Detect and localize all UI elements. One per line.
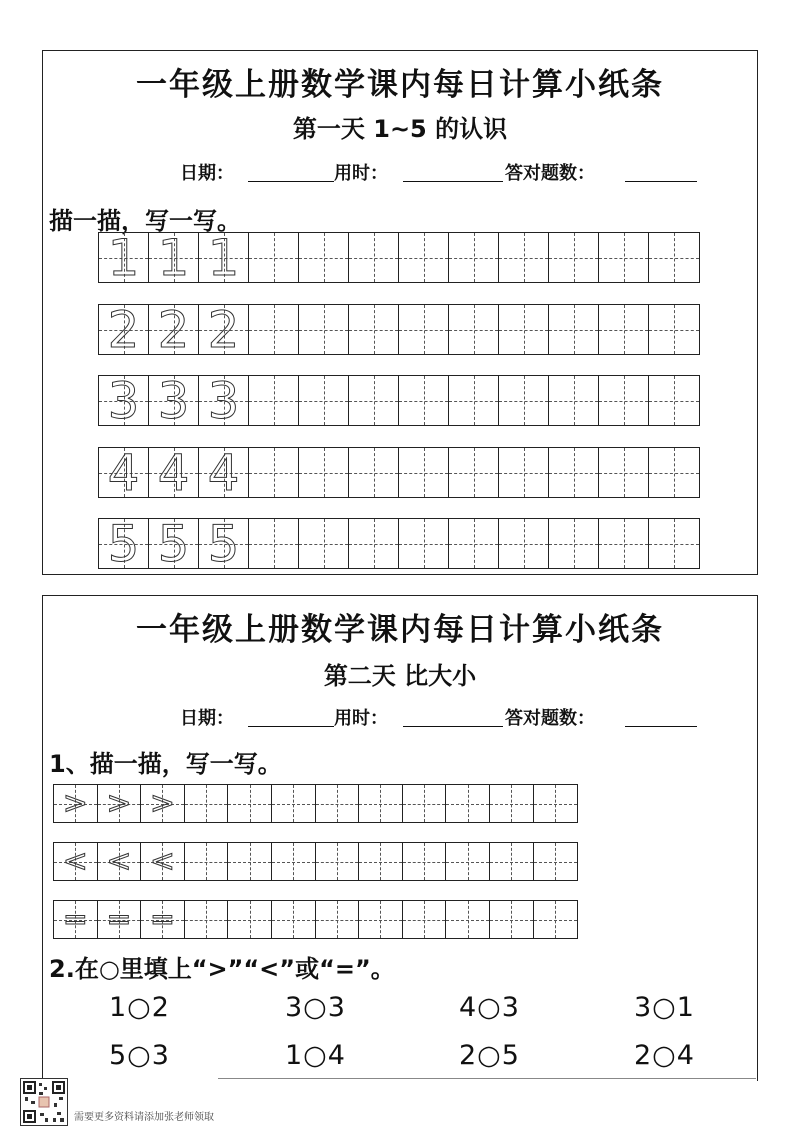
guide-line-horizontal: [299, 544, 348, 545]
score-label: 答对题数：: [505, 708, 595, 729]
trace-cell[interactable]: [99, 305, 149, 354]
trace-grid-row: [98, 375, 700, 426]
guide-line-horizontal: [399, 401, 448, 402]
time-label: 用时：: [334, 708, 388, 729]
guide-line-horizontal: [399, 544, 448, 545]
date-blank[interactable]: [248, 726, 334, 727]
practice-cell[interactable]: [549, 233, 599, 282]
practice-cell[interactable]: [316, 843, 360, 880]
practice-cell[interactable]: [185, 843, 229, 880]
practice-cell[interactable]: [649, 233, 699, 282]
guide-line-horizontal: [299, 258, 348, 259]
date-label: 日期：: [180, 708, 234, 729]
trace-cell[interactable]: [98, 901, 142, 938]
worksheet-day2: [42, 595, 758, 1081]
guide-line-horizontal: [349, 330, 398, 331]
practice-cell[interactable]: [446, 785, 490, 822]
guide-line-horizontal: [549, 401, 598, 402]
guide-line-horizontal: [299, 473, 348, 474]
practice-cell[interactable]: [349, 376, 399, 425]
practice-cell[interactable]: [449, 448, 499, 497]
practice-cell[interactable]: [349, 305, 399, 354]
guide-line-horizontal: [185, 920, 228, 921]
guide-line-horizontal: [549, 544, 598, 545]
practice-cell[interactable]: [449, 305, 499, 354]
practice-cell[interactable]: [446, 843, 490, 880]
practice-cell[interactable]: [403, 901, 447, 938]
practice-cell[interactable]: [499, 376, 549, 425]
practice-cell[interactable]: [272, 901, 316, 938]
score-blank[interactable]: [625, 181, 697, 182]
trace-glyph: <: [106, 843, 132, 879]
guide-line-horizontal: [299, 330, 348, 331]
guide-line-horizontal: [399, 258, 448, 259]
section1-heading: 1、描一描，写一写。: [49, 750, 282, 778]
trace-glyph: <: [149, 843, 176, 879]
guide-line-horizontal: [649, 330, 699, 331]
trace-cell[interactable]: [149, 233, 199, 282]
guide-line-horizontal: [249, 544, 298, 545]
practice-cell[interactable]: [549, 305, 599, 354]
info-row: [43, 159, 757, 189]
guide-line-horizontal: [228, 804, 271, 805]
practice-cell[interactable]: [249, 376, 299, 425]
trace-cell[interactable]: [199, 233, 249, 282]
guide-line-horizontal: [349, 401, 398, 402]
practice-cell[interactable]: [449, 233, 499, 282]
guide-line-horizontal: [449, 544, 498, 545]
practice-cell[interactable]: [299, 519, 349, 568]
practice-cell[interactable]: [490, 901, 534, 938]
practice-cell[interactable]: [399, 448, 449, 497]
guide-line-horizontal: [499, 473, 548, 474]
section-heading: 描一描，写一写。: [49, 207, 241, 235]
guide-line-horizontal: [272, 920, 315, 921]
guide-line-horizontal: [649, 258, 699, 259]
practice-cell[interactable]: [359, 901, 403, 938]
trace-glyph: 3: [157, 376, 190, 425]
guide-line-horizontal: [449, 258, 498, 259]
trace-glyph: 3: [107, 376, 140, 425]
guide-line-horizontal: [649, 473, 699, 474]
guide-line-horizontal: [249, 401, 298, 402]
trace-cell[interactable]: [199, 448, 249, 497]
guide-line-horizontal: [399, 330, 448, 331]
trace-cell[interactable]: [99, 376, 149, 425]
practice-cell[interactable]: [228, 785, 272, 822]
trace-glyph: >: [106, 785, 132, 821]
practice-cell[interactable]: [349, 448, 399, 497]
trace-glyph: 4: [157, 448, 190, 497]
guide-line-horizontal: [272, 804, 315, 805]
practice-cell[interactable]: [549, 448, 599, 497]
practice-cell[interactable]: [349, 519, 399, 568]
guide-line-horizontal: [599, 401, 648, 402]
trace-glyph: 1: [157, 233, 190, 282]
time-label: 用时：: [334, 163, 388, 184]
guide-line-horizontal: [449, 401, 498, 402]
trace-cell[interactable]: [199, 376, 249, 425]
time-blank[interactable]: [403, 181, 503, 182]
worksheet-subtitle: 第一天 1~5 的认识: [292, 115, 508, 143]
compare-problem[interactable]: 5○3: [109, 1040, 170, 1071]
guide-line-horizontal: [403, 920, 446, 921]
trace-cell[interactable]: [149, 519, 199, 568]
guide-line-horizontal: [228, 920, 271, 921]
practice-cell[interactable]: [228, 843, 272, 880]
practice-cell[interactable]: [446, 901, 490, 938]
guide-line-horizontal: [349, 544, 398, 545]
guide-line-horizontal: [446, 862, 489, 863]
trace-cell[interactable]: [149, 305, 199, 354]
trace-cell[interactable]: [199, 305, 249, 354]
guide-line-horizontal: [316, 920, 359, 921]
practice-cell[interactable]: [449, 519, 499, 568]
practice-cell[interactable]: [249, 519, 299, 568]
qr-code-icon: [20, 1078, 68, 1126]
guide-line-horizontal: [490, 804, 533, 805]
trace-cell[interactable]: [54, 843, 98, 880]
score-label: 答对题数：: [505, 163, 595, 184]
trace-glyph: 5: [107, 519, 140, 568]
trace-glyph: <: [62, 843, 88, 879]
compare-problem[interactable]: 3○1: [634, 992, 695, 1023]
practice-cell[interactable]: [534, 901, 578, 938]
practice-cell[interactable]: [490, 785, 534, 822]
guide-line-horizontal: [599, 544, 648, 545]
trace-glyph: =: [149, 901, 176, 937]
time-blank[interactable]: [403, 726, 503, 727]
worksheet-day1: [42, 50, 758, 575]
worksheet-title: 一年级上册数学课内每日计算小纸条: [136, 612, 664, 648]
trace-grid-row: [98, 232, 700, 283]
compare-problem[interactable]: 3○3: [285, 992, 346, 1023]
worksheet-title: 一年级上册数学课内每日计算小纸条: [136, 67, 664, 103]
date-label: 日期：: [180, 163, 234, 184]
score-blank[interactable]: [625, 726, 697, 727]
practice-cell[interactable]: [599, 519, 649, 568]
worksheet-subtitle: 第二天 比大小: [323, 662, 477, 690]
guide-line-horizontal: [316, 804, 359, 805]
guide-line-horizontal: [349, 473, 398, 474]
practice-cell[interactable]: [316, 785, 360, 822]
trace-grid-row: [98, 447, 700, 498]
guide-line-horizontal: [599, 330, 648, 331]
guide-line-horizontal: [446, 920, 489, 921]
compare-problem[interactable]: 1○2: [109, 992, 170, 1023]
practice-cell[interactable]: [249, 305, 299, 354]
trace-glyph: 2: [207, 305, 240, 354]
trace-glyph: =: [106, 901, 132, 937]
trace-cell[interactable]: [99, 448, 149, 497]
practice-cell[interactable]: [599, 376, 649, 425]
info-row: [43, 704, 757, 734]
guide-line-horizontal: [228, 862, 271, 863]
trace-cell[interactable]: [54, 901, 98, 938]
practice-cell[interactable]: [649, 448, 699, 497]
practice-cell[interactable]: [185, 785, 229, 822]
practice-cell[interactable]: [549, 519, 599, 568]
trace-glyph: 2: [107, 305, 140, 354]
guide-line-horizontal: [499, 258, 548, 259]
trace-glyph: 5: [207, 519, 240, 568]
section2-heading: 2.在○里填上“>”“<”或“=”。: [49, 955, 395, 983]
guide-line-horizontal: [490, 920, 533, 921]
trace-cell[interactable]: [149, 376, 199, 425]
guide-line-horizontal: [534, 862, 578, 863]
guide-line-horizontal: [534, 804, 578, 805]
trace-glyph: 1: [107, 233, 140, 282]
practice-cell[interactable]: [399, 519, 449, 568]
practice-cell[interactable]: [272, 785, 316, 822]
practice-cell[interactable]: [449, 376, 499, 425]
compare-problem[interactable]: 2○5: [459, 1040, 520, 1071]
practice-cell[interactable]: [649, 519, 699, 568]
practice-cell[interactable]: [499, 305, 549, 354]
trace-glyph: 2: [157, 305, 190, 354]
trace-cell[interactable]: [54, 785, 98, 822]
guide-line-horizontal: [359, 862, 402, 863]
practice-cell[interactable]: [403, 843, 447, 880]
practice-cell[interactable]: [403, 785, 447, 822]
trace-cell[interactable]: [98, 785, 142, 822]
practice-cell[interactable]: [534, 785, 578, 822]
trace-glyph: >: [62, 785, 88, 821]
guide-line-horizontal: [649, 544, 699, 545]
guide-line-horizontal: [403, 862, 446, 863]
guide-line-horizontal: [359, 920, 402, 921]
trace-cell[interactable]: [98, 843, 142, 880]
practice-cell[interactable]: [499, 233, 549, 282]
practice-cell[interactable]: [599, 233, 649, 282]
guide-line-horizontal: [490, 862, 533, 863]
practice-cell[interactable]: [299, 305, 349, 354]
practice-cell[interactable]: [399, 376, 449, 425]
guide-line-horizontal: [249, 330, 298, 331]
trace-cell[interactable]: [199, 519, 249, 568]
trace-grid-row: [98, 304, 700, 355]
trace-glyph: >: [149, 785, 176, 821]
practice-cell[interactable]: [299, 376, 349, 425]
practice-cell[interactable]: [599, 448, 649, 497]
guide-line-horizontal: [272, 862, 315, 863]
trace-glyph: 4: [107, 448, 140, 497]
guide-line-horizontal: [299, 401, 348, 402]
footer-divider: [218, 1078, 756, 1079]
guide-line-horizontal: [599, 258, 648, 259]
guide-line-horizontal: [185, 804, 228, 805]
practice-cell[interactable]: [490, 843, 534, 880]
guide-line-horizontal: [316, 862, 359, 863]
practice-cell[interactable]: [359, 843, 403, 880]
footer-note: 需要更多资料请添加张老师领取: [74, 1112, 214, 1123]
practice-cell[interactable]: [185, 901, 229, 938]
practice-cell[interactable]: [399, 233, 449, 282]
guide-line-horizontal: [185, 862, 228, 863]
practice-cell[interactable]: [499, 519, 549, 568]
guide-line-horizontal: [534, 920, 578, 921]
symbol-trace-row: [53, 900, 578, 939]
trace-glyph: 4: [207, 448, 240, 497]
practice-cell[interactable]: [349, 233, 399, 282]
compare-problem[interactable]: 1○4: [285, 1040, 346, 1071]
practice-cell[interactable]: [534, 843, 578, 880]
guide-line-horizontal: [249, 473, 298, 474]
practice-cell[interactable]: [499, 448, 549, 497]
practice-cell[interactable]: [549, 376, 599, 425]
practice-cell[interactable]: [316, 901, 360, 938]
practice-cell[interactable]: [299, 233, 349, 282]
trace-grid-row: [98, 518, 700, 569]
practice-cell[interactable]: [649, 376, 699, 425]
compare-problem[interactable]: 4○3: [459, 992, 520, 1023]
guide-line-horizontal: [446, 804, 489, 805]
guide-line-horizontal: [449, 473, 498, 474]
trace-glyph: 1: [207, 233, 240, 282]
trace-cell[interactable]: [141, 843, 185, 880]
symbol-trace-row: [53, 784, 578, 823]
guide-line-horizontal: [403, 804, 446, 805]
compare-problem[interactable]: 2○4: [634, 1040, 695, 1071]
trace-cell[interactable]: [99, 233, 149, 282]
guide-line-horizontal: [399, 473, 448, 474]
guide-line-horizontal: [499, 330, 548, 331]
trace-glyph: 5: [157, 519, 190, 568]
trace-cell[interactable]: [149, 448, 199, 497]
practice-cell[interactable]: [228, 901, 272, 938]
practice-cell[interactable]: [359, 785, 403, 822]
guide-line-horizontal: [549, 473, 598, 474]
guide-line-horizontal: [599, 473, 648, 474]
guide-line-horizontal: [449, 330, 498, 331]
practice-cell[interactable]: [299, 448, 349, 497]
practice-cell[interactable]: [249, 233, 299, 282]
guide-line-horizontal: [549, 330, 598, 331]
trace-cell[interactable]: [141, 785, 185, 822]
practice-cell[interactable]: [249, 448, 299, 497]
guide-line-horizontal: [359, 804, 402, 805]
trace-glyph: =: [62, 901, 88, 937]
practice-cell[interactable]: [599, 305, 649, 354]
guide-line-horizontal: [649, 401, 699, 402]
symbol-trace-row: [53, 842, 578, 881]
guide-line-horizontal: [549, 258, 598, 259]
trace-cell[interactable]: [99, 519, 149, 568]
guide-line-horizontal: [349, 258, 398, 259]
practice-cell[interactable]: [399, 305, 449, 354]
guide-line-horizontal: [499, 544, 548, 545]
trace-glyph: 3: [207, 376, 240, 425]
practice-cell[interactable]: [649, 305, 699, 354]
date-blank[interactable]: [248, 181, 334, 182]
trace-cell[interactable]: [141, 901, 185, 938]
guide-line-horizontal: [499, 401, 548, 402]
guide-line-horizontal: [249, 258, 298, 259]
practice-cell[interactable]: [272, 843, 316, 880]
